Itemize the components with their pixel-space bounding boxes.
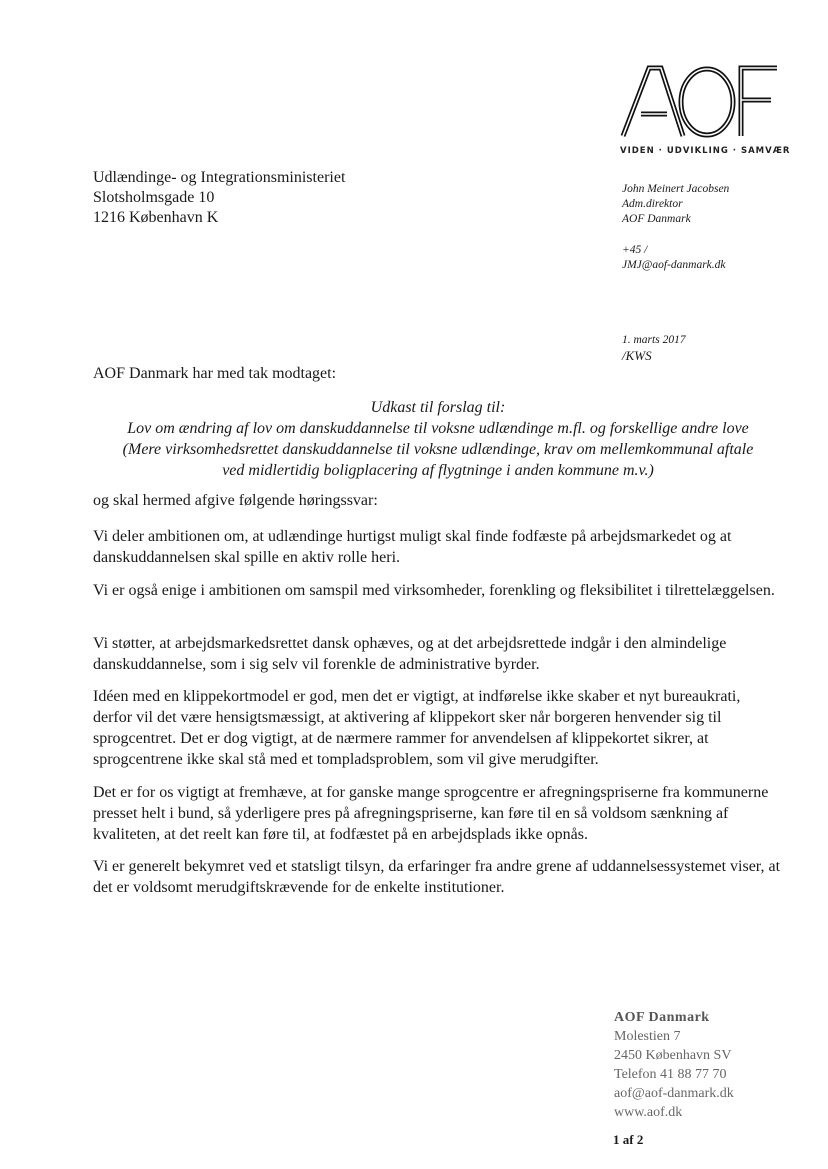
recipient-city: 1216 København K (93, 209, 219, 226)
sender-title: Adm.direktor (622, 198, 683, 210)
footer-website: www.aof.dk (614, 1105, 683, 1120)
paragraph: Idéen med en klippekortmodel er god, men det er vigtigt, at indførelse ikke skaber et nyt bureaukrati, derfor vil det være hensigtsmæssigt, at aktivering af klippekort sker når borgeren henvender sig til sprogcentret. Det er dog vigtigt, at de nærmere rammer for anvendelsen af klippekortet sikrer, at sprogcentrene ikke skal stå med et tompladsproblem, som vil give merudgifter. (93, 688, 741, 768)
letter-date: 1. marts 2017 (622, 334, 686, 346)
letter-date-block (622, 333, 686, 363)
sender-phone: +45 / (622, 244, 648, 256)
recipient-address (93, 168, 345, 228)
recipient-street: Slotsholmsgade 10 (93, 189, 215, 206)
subject-heading: Udkast til forslag til: (370, 399, 506, 416)
lead-text: og skal hermed afgive følgende høringssvar: (93, 492, 378, 509)
letter-reference: /KWS (622, 348, 652, 363)
recipient-name: Udlændinge- og Integrationsministeriet (93, 169, 346, 186)
subject-block (93, 397, 783, 481)
sender-org: AOF Danmark (622, 213, 691, 225)
paragraph: Det er for os vigtigt at fremhæve, at for ganske mange sprogcentre er afregningspriserne fra kommunerne presset helt i bund, så yderligere pres på afregningspriserne, kan føre til en så voldsom sænkning af kvaliteten, at det reelt kan føre til, at fodfæstet på en arbejdsplads ikke opnås. (93, 784, 769, 843)
page-number: 1 af 2 (613, 1132, 644, 1147)
footer-phone: Telefon 41 88 77 70 (614, 1067, 727, 1082)
paragraph: Vi er også enige i ambitionen om samspil med virksomheder, forenkling og fleksibilitet i tilrettelæggelsen. (93, 582, 775, 599)
subject-subtitle-1: (Mere virksomhedsrettet danskuddannelse til voksne udlændinge, krav om mellemkommunal aftale (122, 441, 754, 458)
subject-title: Lov om ændring af lov om danskuddannelse til voksne udlændinge m.fl. og forskellige andre love (127, 420, 749, 437)
svg-text:AOF: AOF (698, 112, 702, 113)
aof-logo (619, 62, 781, 140)
paragraph: Vi deler ambitionen om, at udlændinge hurtigst muligt skal finde fodfæste på arbejdsmarkedet og at danskuddannelsen skal spille en aktiv rolle heri. (93, 528, 732, 566)
paragraph: Vi er generelt bekymret ved et statsligt tilsyn, da erfaringer fra andre grene af uddannelsessystemet viser, at det er voldsomt merudgiftskrævende for de enkelte institutioner. (93, 858, 781, 896)
sender-block (622, 182, 729, 227)
footer-street: Molestien 7 (614, 1029, 681, 1044)
sender-contact (622, 243, 726, 273)
footer-org-name: AOF Danmark (614, 1010, 710, 1025)
intro-text: AOF Danmark har med tak modtaget: (93, 365, 337, 382)
logo-tagline: VIDEN · UDVIKLING · SAMVÆR (620, 146, 791, 156)
paragraph: Vi støtter, at arbejdsmarkedsrettet dansk ophæves, og at det arbejdsrettede indgår i den almindelige danskuddannelse, som i sig selv vil forenkle de administrative byrder. (93, 635, 727, 673)
footer-address (614, 1008, 734, 1122)
footer-city: 2450 København SV (614, 1048, 732, 1063)
sender-name: John Meinert Jacobsen (622, 183, 730, 195)
sender-email: JMJ@aof-danmark.dk (622, 259, 726, 271)
footer-email: aof@aof-danmark.dk (614, 1086, 734, 1101)
subject-subtitle-2: ved midlertidig boligplacering af flygtninge i anden kommune m.v.) (222, 462, 654, 479)
